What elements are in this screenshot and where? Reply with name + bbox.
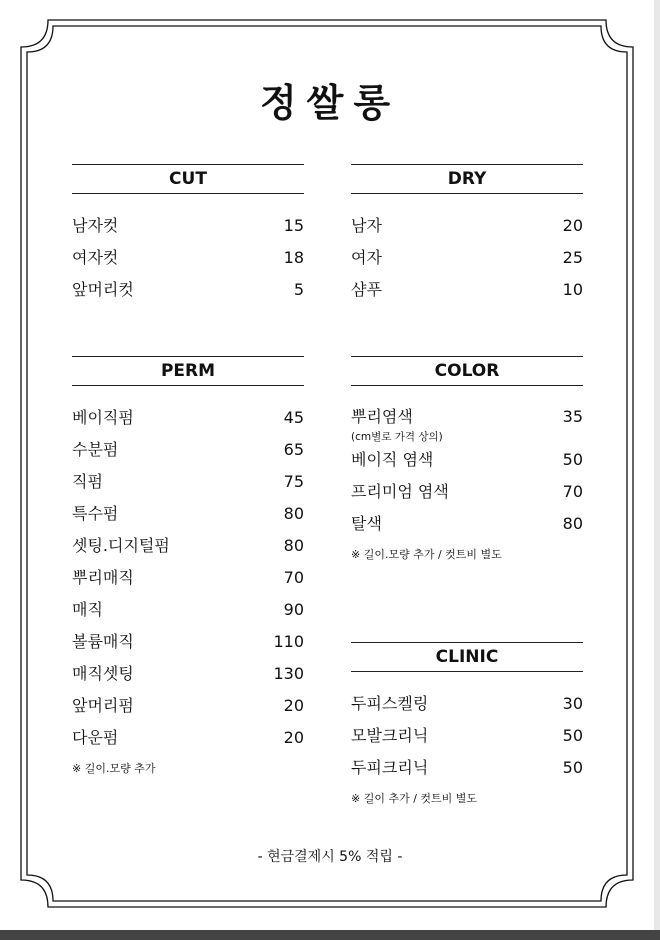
menu-item (351, 752, 583, 784)
menu-item (351, 402, 583, 444)
section-note: ※ 길이.모량 추가 (72, 762, 156, 775)
section-note: ※ 길이 추가 / 컷트비 별도 (351, 792, 478, 805)
item-price: 50 (562, 758, 583, 777)
item-price: 70 (283, 568, 304, 587)
menu-item (72, 594, 304, 626)
item-price: 15 (283, 216, 304, 235)
menu-item (72, 242, 304, 274)
item-name: 탈색 (351, 514, 382, 533)
item-name: 특수펌 (72, 504, 119, 523)
section-note: ※ 길이.모량 추가 / 컷트비 별도 (351, 548, 502, 561)
item-name: 여자컷 (72, 248, 119, 267)
item-price: 20 (562, 216, 583, 235)
menu-item (72, 530, 304, 562)
window-bottom-bar (0, 930, 660, 940)
item-price: 50 (562, 450, 583, 469)
item-name: 앞머리펌 (72, 696, 134, 715)
menu-item (72, 274, 304, 306)
menu-item (72, 658, 304, 690)
item-name: 여자 (351, 248, 382, 267)
item-name: 다운펌 (72, 728, 119, 747)
item-name: 뿌리매직 (72, 568, 134, 587)
item-name: 볼륨매직 (72, 632, 134, 651)
item-name: 프리미엄 염색 (351, 482, 449, 501)
item-name: 셋팅.디지털펌 (72, 536, 170, 555)
item-price: 18 (283, 248, 304, 267)
item-price: 10 (562, 280, 583, 299)
menu-item (72, 626, 304, 658)
menu-item (72, 466, 304, 498)
section-title: CUT (72, 164, 304, 194)
menu-item (72, 210, 304, 242)
item-price: 80 (283, 504, 304, 523)
item-name: 베이직펌 (72, 408, 134, 427)
menu-item (72, 402, 304, 434)
item-name: 남자컷 (72, 216, 119, 235)
menu-item (72, 498, 304, 530)
item-name: 매직셋팅 (72, 664, 134, 683)
item-price: 65 (283, 440, 304, 459)
section-clinic (351, 642, 583, 810)
item-price: 70 (562, 482, 583, 501)
section-perm (72, 356, 304, 780)
item-name: 앞머리컷 (72, 280, 134, 299)
item-price: 130 (273, 664, 304, 683)
item-price: 45 (283, 408, 304, 427)
item-price: 110 (273, 632, 304, 651)
section-cut (72, 164, 304, 306)
item-subnote: (cm별로 가격 상의) (351, 431, 443, 443)
item-name: 직펌 (72, 472, 103, 491)
item-name: 매직 (72, 600, 103, 619)
menu-item (351, 444, 583, 476)
item-price: 35 (562, 407, 583, 426)
menu-item (72, 434, 304, 466)
section-dry (351, 164, 583, 306)
section-title: CLINIC (351, 642, 583, 672)
item-name: 베이직 염색 (351, 450, 434, 469)
item-price: 20 (283, 728, 304, 747)
item-name: 샴푸 (351, 280, 382, 299)
menu-item (351, 476, 583, 508)
menu-item (351, 242, 583, 274)
item-price: 5 (293, 280, 304, 299)
item-price: 20 (283, 696, 304, 715)
footer-note: - 현금결제시 5% 적립 - (257, 849, 403, 865)
item-name: 남자 (351, 216, 382, 235)
item-name: 뿌리염색 (351, 407, 413, 426)
item-price: 80 (562, 514, 583, 533)
item-price: 25 (562, 248, 583, 267)
item-price: 30 (562, 694, 583, 713)
menu-item (72, 722, 304, 754)
item-price: 50 (562, 726, 583, 745)
section-color (351, 356, 583, 566)
menu-item (351, 720, 583, 752)
item-name: 두피스켈링 (351, 694, 429, 713)
menu-item (72, 562, 304, 594)
menu-item (351, 274, 583, 306)
item-name: 모발크리닉 (351, 726, 429, 745)
menu-item (351, 210, 583, 242)
item-name: 두피크리닉 (351, 758, 429, 777)
page-title: 정쌀롱 (259, 81, 401, 125)
section-title: COLOR (351, 356, 583, 386)
item-price: 80 (283, 536, 304, 555)
menu-item (351, 508, 583, 540)
section-title: PERM (72, 356, 304, 386)
item-price: 90 (283, 600, 304, 619)
item-name: 수분펌 (72, 440, 119, 459)
section-title: DRY (351, 164, 583, 194)
item-price: 75 (283, 472, 304, 491)
menu-item (72, 690, 304, 722)
menu-item (351, 688, 583, 720)
